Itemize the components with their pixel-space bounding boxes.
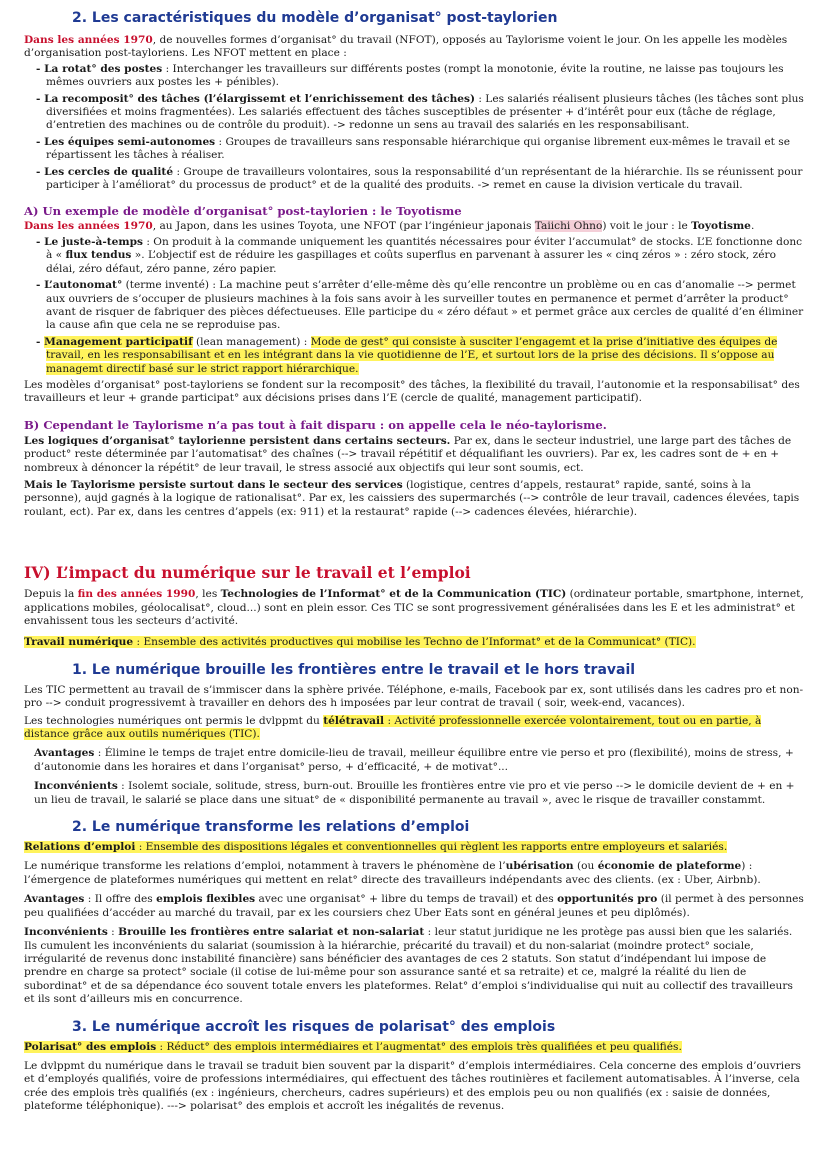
list-item: - L’autonomat° (terme inventé) : La machine peut s’arrêter d’elle-même dès qu’elle rencontre un problème ou en cas d’anomalie --> permet aux ouvriers de s’occuper de plusieurs machines à la fois sans avoir à les surveiller toutes en permanence et permet d’arrêter la product° avant de risquer de fabriquer des pièces défectueuses. Elle participe du « zéro défaut » et permet grâce aux cercles de qualité d’en éliminer la cause afin que cela ne se reproduise pas. — [36, 279, 806, 333]
section-b-title: B) Cependant le Taylorisme n’a pas tout à fait disparu : on appelle cela le néo-taylorisme. — [24, 417, 607, 432]
list-item: - Le juste-à-temps : On produit à la commande uniquement les quantités nécessaires pour éviter l’accumulat° de stocks. L’E fonctionne donc à « flux tendus ». L’objectif est de réduire les gaspillages et coûts superflus en parvenant à assurer les « cinq zéros » : zéro stock, zéro délai, zéro défaut, zéro panne, zéro papier. — [36, 236, 806, 276]
intro-date: Dans les années 1970 — [24, 34, 153, 46]
section-a-intro: Dans les années 1970, au Japon, dans les usines Toyota, une NFOT (par l’ingénieur japonais Taiichi Ohno) voit le jour : le Toyotisme. — [24, 220, 755, 233]
section-b-p2: Mais le Taylorisme persiste surtout dans le secteur des services (logistique, centres d’appels, restaurat° rapide, santé, soins à la personne), aujd gagnés à la logique de rationalisat°. Par ex, les caissiers des supermarchés (--> contrôle de leur travail, cadences élevées, tapis roulant, ect). Par ex, dans les centres d’appels (ex: 911) et la restaurat° rapide (--> cadences élevées, hiérarchie). — [24, 478, 800, 518]
list-item: - Les cercles de qualité : Groupe de travailleurs volontaires, sous la responsabilité d’un représentant de la hiérarchie. Ils se réunissent pour participer à l’améliorat° du processus de product° et de la qualité des produits. -> remet en cause la division verticale du travail. — [36, 166, 806, 193]
polarisation-definition: Polarisat° des emplois : Réduct° des emplois intermédiaires et l’augmentat° des emplois très qualifiées et peu qualifiés. — [24, 1040, 682, 1053]
list-item: - La recomposit° des tâches (l’élargissemt et l’enrichissement des tâches) : Les salariés réalisent plusieurs tâches (les tâches sont plus diversifiées et moins fragmentées). Les salariés effectuent des tâches susceptibles de présenter + d’intérêt pour eux (tâche de réglage, d’entretien des machines ou de contrôle du produit). -> redonne un sens au travail des salariés en les responsabilisant. — [36, 93, 806, 133]
telework-advantages: Avantages : Élimine le temps de trajet entre domicile-lieu de travail, meilleur équilibre entre vie perso et pro (flexibilité), moins de stress, + d’autonomie dans les horaires et dans l’organisat° perso, + d’efficacité, + de motivat°... — [34, 747, 794, 773]
list-item: - Management participatif (lean management) : Mode de gest° qui consiste à susciter l’engagemt et la prise d’initiative des équipes de travail, en les responsabilisant et en les intégrant dans la vie quotidienne de l’E, et surtout lors de la prise des décisions. Il s’oppose au managemt directif basé sur le strict rapport hiérarchique. — [36, 336, 806, 376]
subsection-1-p1: Les TIC permettent au travail de s’immiscer dans la sphère privée. Téléphone, e-mails, Facebook par ex, sont utilisés dans les cadres pro et non-pro --> conduit progressivemt à travailler en dehors des h imposées par leur contrat de travail ( soir, week-end, vacances). — [24, 683, 804, 710]
section-iv-title: IV) L’impact du numérique sur le travail et l’emploi — [24, 563, 471, 583]
uberisation-advantages: Avantages : Il offre des emplois flexibles avec une organisat° + libre du temps de travail) et des opportunités pro (il permet à des personnes peu qualifiées d’accéder au marché du travail, par ex les coursiers chez Uber Eats sont en général jeunes et peu diplômés). — [24, 893, 804, 919]
digital-work-definition: Travail numérique : Ensemble des activités productives qui mobilise les Techno de l’Informat° et de la Communicat° (TIC). — [24, 636, 696, 649]
subsection-2-title: 2. Le numérique transforme les relations d’emploi — [72, 819, 470, 836]
employment-relations-definition: Relations d’emploi : Ensemble des dispositions légales et conventionnelles qui règlent les rapports entre employeurs et salariés. — [24, 841, 728, 854]
engineer-name: Taiichi Ohno — [534, 220, 603, 233]
uberisation-drawbacks: Inconvénients : Brouille les frontières entre salariat et non-salariat : leur statut juridique ne les protège pas aussi bien que les salariés. Ils cumulent les inconvénients du salariat (soumission à la hiérarchie, précarité du travail) et du non-salariat (moindre protect° sociale, irrégularité de revenus donc instabilité financière) sans bénéficier des avantages de ces 2 statuts. Son statut d’indépendant lui impose de prendre en charge sa protect° sociale (il cotise de lui-même pour son assurance santé et sa retraite) et ce, malgré la réalité du lien de subordinat° et de sa dépendance éco souvent totale envers les plateformes. Relat° d’emploi s’individualise qui nuit au collectif des travailleurs et ils sont d’ailleurs mis en concurrence. — [24, 926, 793, 1006]
toyotism-list — [24, 236, 806, 376]
nfot-list — [24, 63, 806, 193]
subsection-2-p1: Le numérique transforme les relations d’emploi, notamment à travers le phénomène de l’ubérisation (ou économie de plateforme) : l’émergence de plateformes numériques qui mettent en relat° directe des travailleurs indépendants avec des clients. (ex : Uber, Airbnb). — [24, 860, 761, 886]
section-2-title: 2. Les caractéristiques du modèle d’organisat° post-taylorien — [72, 10, 558, 26]
subsection-3-title: 3. Le numérique accroît les risques de polarisat° des emplois — [72, 1018, 556, 1035]
subsection-1-p2: Les technologies numériques ont permis le dvlppmt du télétravail : Activité professionnelle exercée volontairement, tout ou en partie, à distance grâce aux outils numériques (TIC). — [24, 714, 762, 741]
subsection-3-p1: Le dvlppmt du numérique dans le travail se traduit bien souvent par la disparit° d’emplois intermédiaires. Cela concerne des emplois d’ouvriers et d’employés qualifiés, voire de professions intermédiaires, qui effectuent des tâches routinières et facilement automatisables. À l’inverse, cela crée des emplois très qualifiés (ex : ingénieurs, chercheurs, cadres supérieurs) et des emplois peu ou non qualifiés (ex : saisie de données, plateforme téléphonique). ---> polarisat° des emplois et accroît les inégalités de revenus. — [24, 1059, 801, 1113]
section-a-title: A) Un exemple de modèle d’organisat° post-taylorien : le Toyotisme — [24, 204, 462, 219]
section-2-intro: Dans les années 1970, de nouvelles formes d’organisat° du travail (NFOT), opposés au Taylorisme voient le jour. On les appelle les modèles d’organisation post-tayloriens. Les NFOT mettent en place : — [24, 34, 788, 60]
list-item: - Les équipes semi-autonomes : Groupes de travailleurs sans responsable hiérarchique qui organise librement eux-mêmes le travail et se répartissent les tâches à réaliser. — [36, 136, 806, 163]
section-a-conclusion: Les modèles d’organisat° post-tayloriens se fondent sur la recomposit° des tâches, la flexibilité du travail, l’autonomie et la responsabilisat° des travailleurs et leur + grande participat° aux décisions prises dans l’E (cercle de qualité, management participatif). — [24, 378, 800, 405]
subsection-1-title: 1. Le numérique brouille les frontières entre le travail et le hors travail — [72, 661, 636, 678]
list-item: - La rotat° des postes : Interchanger les travailleurs sur différents postes (rompt la monotonie, évite la routine, ne laisse pas toujours les mêmes ouvriers aux postes les + pénibles). — [36, 63, 806, 90]
section-iv-intro: Depuis la fin des années 1990, les Technologies de l’Informat° et de la Communication (TIC) (ordinateur portable, smartphone, internet, applications mobiles, géolocalisat°, cloud...) sont en plein essor. Ces TIC se sont progressivement généralisées dans les E et les administrat° et envahissent tous les secteurs d’activité. — [24, 588, 804, 627]
telework-drawbacks: Inconvénients : Isolemt sociale, solitude, stress, burn-out. Brouille les frontières entre vie pro et vie perso --> le domicile devient de + en + un lieu de travail, le salarié se place dans une situat° de « disponibilité permanente au travail », avec le risque de travailler constammt. — [34, 780, 795, 806]
section-b-p1: Les logiques d’organisat° taylorienne persistent dans certains secteurs. Par ex, dans le secteur industriel, une large part des tâches de product° reste déterminée par l’automatisat° des chaînes (--> travail répétitif et déqualifiant les ouvriers). Par ex, les cadres sont de + en + nombreux à dénoncer la répétit° de leur travail, le stress associé aux objectifs qui leur sont soumis, ect. — [24, 434, 792, 474]
